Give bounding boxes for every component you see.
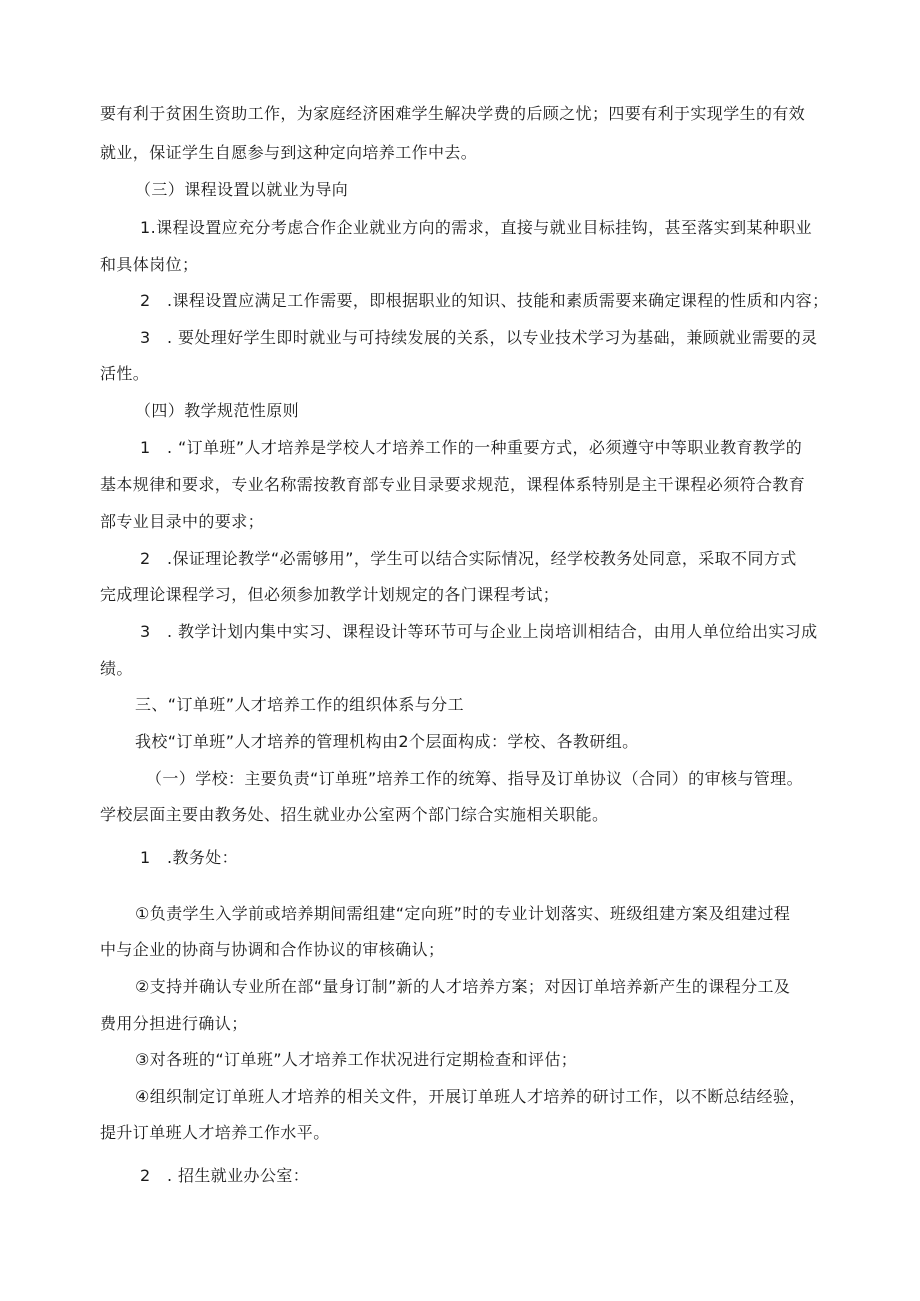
- paragraph-line: 要有利于贫困生资助工作，为家庭经济困难学生解决学费的后顾之忧；四要有利于实现学生的有效: [100, 104, 806, 123]
- paragraph-line: 活性。: [100, 364, 150, 383]
- paragraph-line: 1.课程设置应充分考虑合作企业就业方向的需求，直接与就业目标挂钩，甚至落实到某种职业: [140, 218, 813, 237]
- paragraph-line: ③对各班的“订单班”人才培养工作状况进行定期检查和评估；: [135, 1050, 578, 1069]
- paragraph-line: 部专业目录中的要求；: [100, 512, 265, 531]
- paragraph-line: 3 . 教学计划内集中实习、课程设计等环节可与企业上岗培训相结合，由用人单位给出实习成: [140, 622, 818, 641]
- paragraph-line: 1 . “订单班”人才培养是学校人才培养工作的一种重要方式，必须遵守中等职业教育教学的: [140, 438, 803, 457]
- section-heading: （三）课程设置以就业为导向: [135, 180, 349, 199]
- paragraph-line: 基本规律和要求，专业名称需按教育部专业目录要求规范，课程体系特别是主干课程必须符合教育: [100, 475, 806, 494]
- paragraph-line: 3 . 要处理好学生即时就业与可持续发展的关系，以专业技术学习为基础，兼顾就业需要的灵: [140, 328, 818, 347]
- paragraph-line: （一）学校：主要负责“订单班”培养工作的统筹、指导及订单协议（合同）的审核与管理。: [146, 769, 803, 788]
- section-heading: 三、“订单班”人才培养工作的组织体系与分工: [135, 695, 464, 714]
- paragraph-line: 就业，保证学生自愿参与到这种定向培养工作中去。: [100, 143, 478, 162]
- paragraph-line: 提升订单班人才培养工作水平。: [100, 1123, 330, 1142]
- paragraph-line: ①负责学生入学前或培养期间需组建“定向班”时的专业计划落实、班级组建方案及组建过程: [135, 904, 791, 923]
- subsection-heading: 1 .教务处：: [140, 848, 239, 867]
- paragraph-line: 费用分担进行确认；: [100, 1014, 248, 1033]
- section-heading: （四）教学规范性原则: [135, 401, 300, 420]
- paragraph-line: 中与企业的协商与协调和合作协议的审核确认；: [100, 940, 445, 959]
- paragraph-line: 完成理论课程学习，但必须参加教学计划规定的各门课程考试；: [100, 585, 560, 604]
- paragraph-line: 学校层面主要由教务处、招生就业办公室两个部门综合实施相关职能。: [100, 805, 609, 824]
- paragraph-line: 2 .课程设置应满足工作需要，即根据职业的知识、技能和素质需要来确定课程的性质和内容；: [140, 291, 829, 310]
- paragraph-line: 2 .保证理论教学“必需够用”，学生可以结合实际情况，经学校教务处同意，采取不同方式: [140, 549, 797, 568]
- paragraph-line: 绩。: [100, 659, 133, 678]
- paragraph-line: 和具体岗位；: [100, 255, 199, 274]
- subsection-heading: 2 . 招生就业办公室：: [140, 1166, 310, 1185]
- paragraph-line: 我校“订单班”人才培养的管理机构由2个层面构成：学校、各教研组。: [135, 732, 639, 751]
- paragraph-line: ②支持并确认专业所在部“量身订制”新的人才培养方案；对因订单培养新产生的课程分工及: [135, 977, 791, 996]
- paragraph-line: ④组织制定订单班人才培养的相关文件，开展订单班人才培养的研讨工作，以不断总结经验，: [135, 1087, 806, 1106]
